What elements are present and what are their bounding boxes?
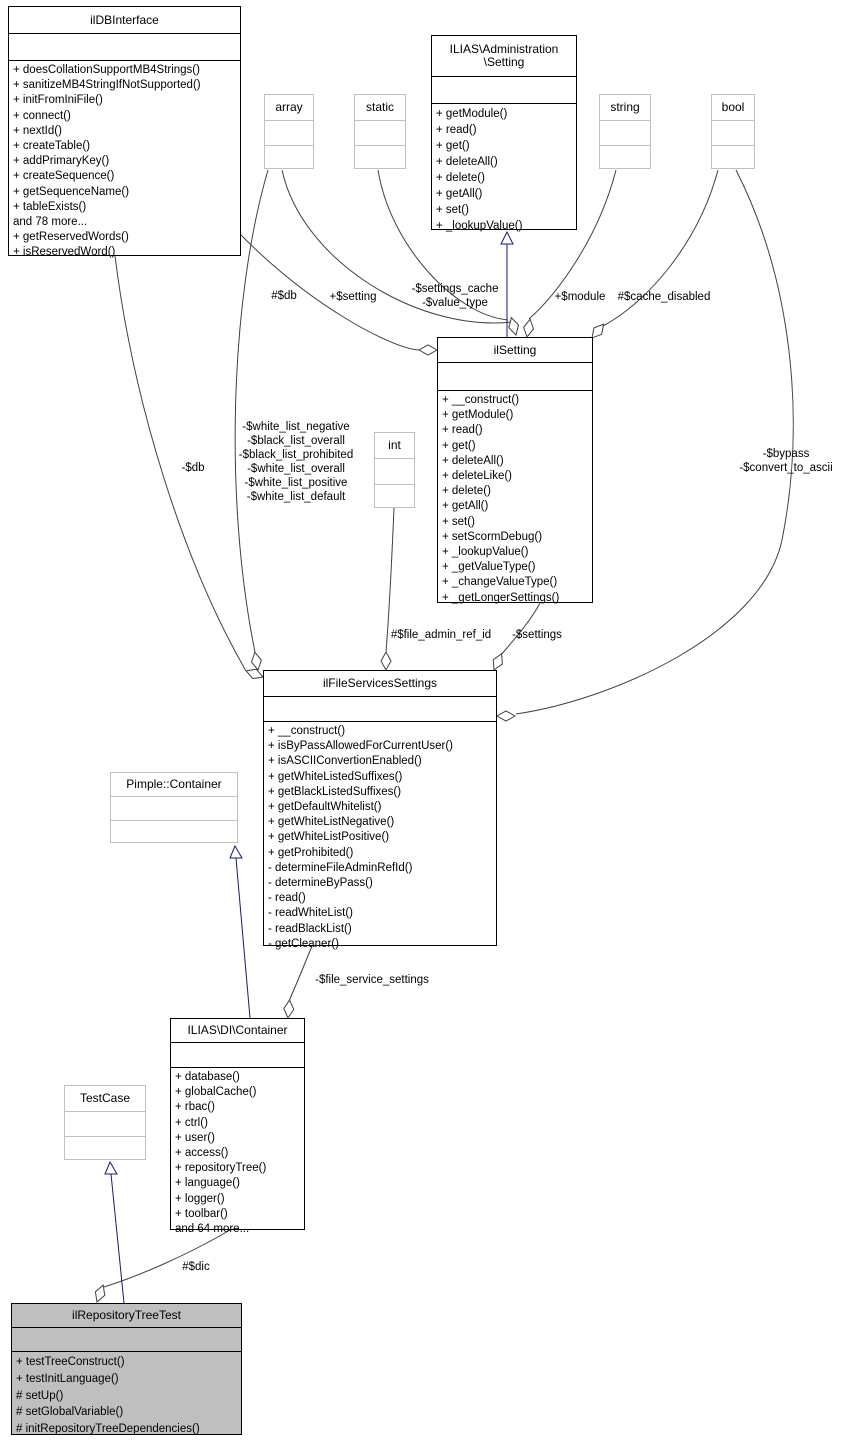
class-methods xyxy=(712,146,754,168)
text-line: + testInitLanguage() xyxy=(16,1372,119,1385)
class-title-text: static xyxy=(365,100,394,114)
type-array xyxy=(264,94,314,169)
text-line: + language() xyxy=(175,1177,240,1190)
class-title-text: ilDBInterface xyxy=(90,12,159,27)
text-line: + get() xyxy=(442,439,476,452)
class-title-text: ilFileServicesSettings xyxy=(322,676,438,690)
class-title-text: bool xyxy=(721,100,745,114)
text-line: -$white_list_default xyxy=(246,491,346,503)
class-title xyxy=(600,95,650,121)
text-line: - determineByPass() xyxy=(268,877,373,890)
text-line: and 78 more... xyxy=(13,216,88,229)
text-line: + isReservedWord() xyxy=(13,246,116,259)
class-title-text: string xyxy=(610,100,640,114)
class-title-text: Pimple::Container xyxy=(126,777,222,791)
text-line: -$white_list_negative xyxy=(242,421,350,433)
text-line: + createTable() xyxy=(13,140,91,153)
class-title-text: array xyxy=(275,100,303,114)
text-line: + globalCache() xyxy=(175,1086,257,1099)
class-attributes xyxy=(264,697,496,722)
text-line: + tableExists() xyxy=(13,200,87,213)
text-line: + __construct() xyxy=(442,394,520,406)
text-line: + rbac() xyxy=(175,1101,215,1114)
class-title xyxy=(65,1086,145,1112)
class-attributes xyxy=(438,363,592,391)
text-line: + getWhiteListNegative() xyxy=(268,816,395,829)
edge-label-settings: -$settings xyxy=(512,629,562,641)
class-testcase xyxy=(64,1085,146,1160)
type-string xyxy=(599,94,651,169)
text-line: - getCleaner() xyxy=(268,937,339,950)
text-line: -$black_list_overall xyxy=(247,435,345,447)
aggregation-diamond xyxy=(244,666,264,682)
class-attributes xyxy=(171,1043,304,1068)
text-line: - readWhiteList() xyxy=(268,907,353,920)
aggregation-diamond xyxy=(381,652,391,670)
class-title-text: ILIAS\Administration xyxy=(449,42,559,56)
text-line: and 64 more... xyxy=(175,1223,250,1236)
class-title xyxy=(111,773,237,797)
text-line: + set() xyxy=(442,515,475,528)
text-line: - determineFileAdminRefId() xyxy=(268,861,413,874)
class-methods xyxy=(264,722,496,952)
edge-label-bypass xyxy=(739,447,832,475)
text-line: -$black_list_prohibited xyxy=(238,449,354,461)
edge-label-white-lists xyxy=(239,420,353,504)
edge-label-db-protected: #$db xyxy=(271,290,297,302)
class-ilrepositorytreetest xyxy=(11,1303,242,1435)
class-methods xyxy=(265,146,313,168)
class-title xyxy=(264,671,496,697)
class-title xyxy=(432,36,576,77)
class-attributes xyxy=(12,1328,241,1352)
class-attributes xyxy=(9,34,240,61)
text-line: + get() xyxy=(436,140,470,152)
text-line: + deleteAll() xyxy=(436,156,498,168)
class-title-text: \Setting xyxy=(483,55,525,69)
edge-label-cache-disabled: #$cache_disabled xyxy=(617,291,711,303)
text-line: -$white_list_overall xyxy=(247,463,345,475)
class-pimple-container xyxy=(110,772,238,843)
class-title xyxy=(375,433,414,459)
text-line: + _lookupValue() xyxy=(442,546,529,559)
class-title-text: ILIAS\DI\Container xyxy=(187,1023,288,1037)
text-line: + _getLongerSettings() xyxy=(442,591,560,604)
text-line: + read() xyxy=(442,424,483,437)
class-title xyxy=(12,1304,241,1328)
text-line: + _getValueType() xyxy=(442,561,536,574)
type-bool xyxy=(711,94,755,169)
edge-label-setting: +$setting xyxy=(329,291,377,303)
class-attributes xyxy=(265,121,313,146)
class-ilsetting[interactable] xyxy=(437,337,593,603)
text-line: + set() xyxy=(436,204,469,216)
text-line: + database() xyxy=(175,1071,240,1083)
text-line: # setGlobalVariable() xyxy=(16,1406,124,1419)
text-line: # initRepositoryTreeDependencies() xyxy=(16,1423,200,1436)
text-line: + getWhiteListPositive() xyxy=(268,831,390,844)
text-line: + addPrimaryKey() xyxy=(13,155,110,168)
text-line: + isByPassAllowedForCurrentUser() xyxy=(268,740,454,753)
text-line: -$convert_to_ascii xyxy=(739,462,833,474)
text-line: + getProhibited() xyxy=(268,846,354,859)
aggregation-diamond xyxy=(507,316,521,336)
class-title-text: ilRepositoryTreeTest xyxy=(72,1308,181,1322)
class-methods xyxy=(600,146,650,168)
aggregation-diamond xyxy=(497,711,515,721)
class-title-text: ilSetting xyxy=(493,342,537,357)
text-line: + testTreeConstruct() xyxy=(16,1356,125,1368)
text-line: + createSequence() xyxy=(13,170,115,183)
text-line: - readBlackList() xyxy=(268,922,352,935)
class-methods xyxy=(111,821,237,842)
text-line: + doesCollationSupportMB4Strings() xyxy=(13,64,200,76)
type-int xyxy=(374,432,415,508)
text-line: + user() xyxy=(175,1131,215,1144)
aggregation-diamond xyxy=(419,345,437,355)
text-line: + getAll() xyxy=(442,500,489,513)
text-line: -$white_list_positive xyxy=(244,477,348,489)
text-line: + getWhiteListedSuffixes() xyxy=(268,770,403,783)
class-methods xyxy=(171,1068,304,1237)
type-static xyxy=(354,94,406,169)
text-line: + sanitizeMB4StringIfNotSupported() xyxy=(13,79,201,92)
text-line: + nextId() xyxy=(13,124,62,137)
class-title xyxy=(9,7,240,34)
text-line: + ctrl() xyxy=(175,1116,208,1129)
text-line: + getAll() xyxy=(436,188,483,200)
class-methods xyxy=(375,485,414,507)
text-line: + __construct() xyxy=(268,725,346,737)
edge-label-file-service-settings: -$file_service_settings xyxy=(315,974,429,986)
text-line: + access() xyxy=(175,1147,229,1160)
class-attributes xyxy=(712,121,754,146)
class-methods xyxy=(432,104,576,234)
class-title xyxy=(171,1019,304,1043)
class-attributes xyxy=(111,797,237,821)
class-ilias-di-container[interactable] xyxy=(170,1018,305,1236)
text-line: -$settings_cache xyxy=(411,283,499,295)
class-title xyxy=(712,95,754,121)
edge-label-file-admin-ref-id: #$file_admin_ref_id xyxy=(390,629,492,641)
class-ilias-administration-setting[interactable] xyxy=(431,35,577,230)
class-methods xyxy=(355,146,405,168)
class-attributes xyxy=(600,121,650,146)
inheritance-arrowhead xyxy=(230,846,242,858)
edge-label-db-private: -$db xyxy=(181,462,205,474)
edge-file-service-settings xyxy=(289,946,312,1001)
text-line: + isASCIIConvertionEnabled() xyxy=(268,755,422,768)
edge-label-dic: #$dic xyxy=(182,1261,210,1273)
class-title-text: int xyxy=(388,438,401,452)
class-attributes xyxy=(355,121,405,146)
class-title xyxy=(265,95,313,121)
class-methods xyxy=(12,1352,241,1438)
class-attributes xyxy=(432,77,576,104)
class-methods xyxy=(438,391,592,606)
edge-dic xyxy=(104,1230,230,1287)
text-line: + initFromIniFile() xyxy=(13,94,103,107)
text-line: + delete() xyxy=(436,172,485,184)
inheritance-arrowhead xyxy=(105,1162,117,1174)
class-ilfileservicessettings[interactable] xyxy=(263,670,497,950)
text-line: + delete() xyxy=(442,485,491,498)
class-title xyxy=(438,338,592,363)
class-attributes xyxy=(65,1112,145,1137)
text-line: + setScormDebug() xyxy=(442,530,543,543)
text-line: + getSequenceName() xyxy=(13,185,130,198)
class-methods xyxy=(65,1137,145,1159)
text-line: + logger() xyxy=(175,1192,225,1205)
text-line: # setUp() xyxy=(16,1389,64,1402)
text-line: + getModule() xyxy=(442,409,514,422)
aggregation-diamond xyxy=(522,318,535,337)
class-title xyxy=(355,95,405,121)
edge-label-module: +$module xyxy=(554,291,606,303)
text-line: + _changeValueType() xyxy=(442,576,558,589)
text-line: -$bypass xyxy=(762,448,810,460)
text-line: + _lookupValue() xyxy=(436,220,523,232)
text-line: -$value_type xyxy=(422,297,488,309)
class-attributes xyxy=(375,459,414,485)
text-line: + getDefaultWhitelist() xyxy=(268,801,382,814)
text-line: - read() xyxy=(268,892,306,905)
inheritance-edge-dicontainer xyxy=(236,858,250,1018)
class-methods xyxy=(9,61,240,261)
text-line: + connect() xyxy=(13,109,71,122)
text-line: + toolbar() xyxy=(175,1207,228,1220)
text-line: + getModule() xyxy=(436,108,508,120)
class-title-text: TestCase xyxy=(79,1091,131,1105)
text-line: + deleteLike() xyxy=(442,470,512,483)
text-line: + getBlackListedSuffixes() xyxy=(268,785,402,798)
class-ildbinterface[interactable] xyxy=(8,6,241,259)
text-line: + deleteAll() xyxy=(442,454,504,467)
text-line: + repositoryTree() xyxy=(175,1162,267,1175)
aggregation-diamond xyxy=(283,1000,295,1019)
text-line: + getReservedWords() xyxy=(13,231,129,244)
aggregation-diamond xyxy=(250,651,263,670)
text-line: + read() xyxy=(436,124,477,136)
edge-label-settings-cache xyxy=(412,282,499,310)
